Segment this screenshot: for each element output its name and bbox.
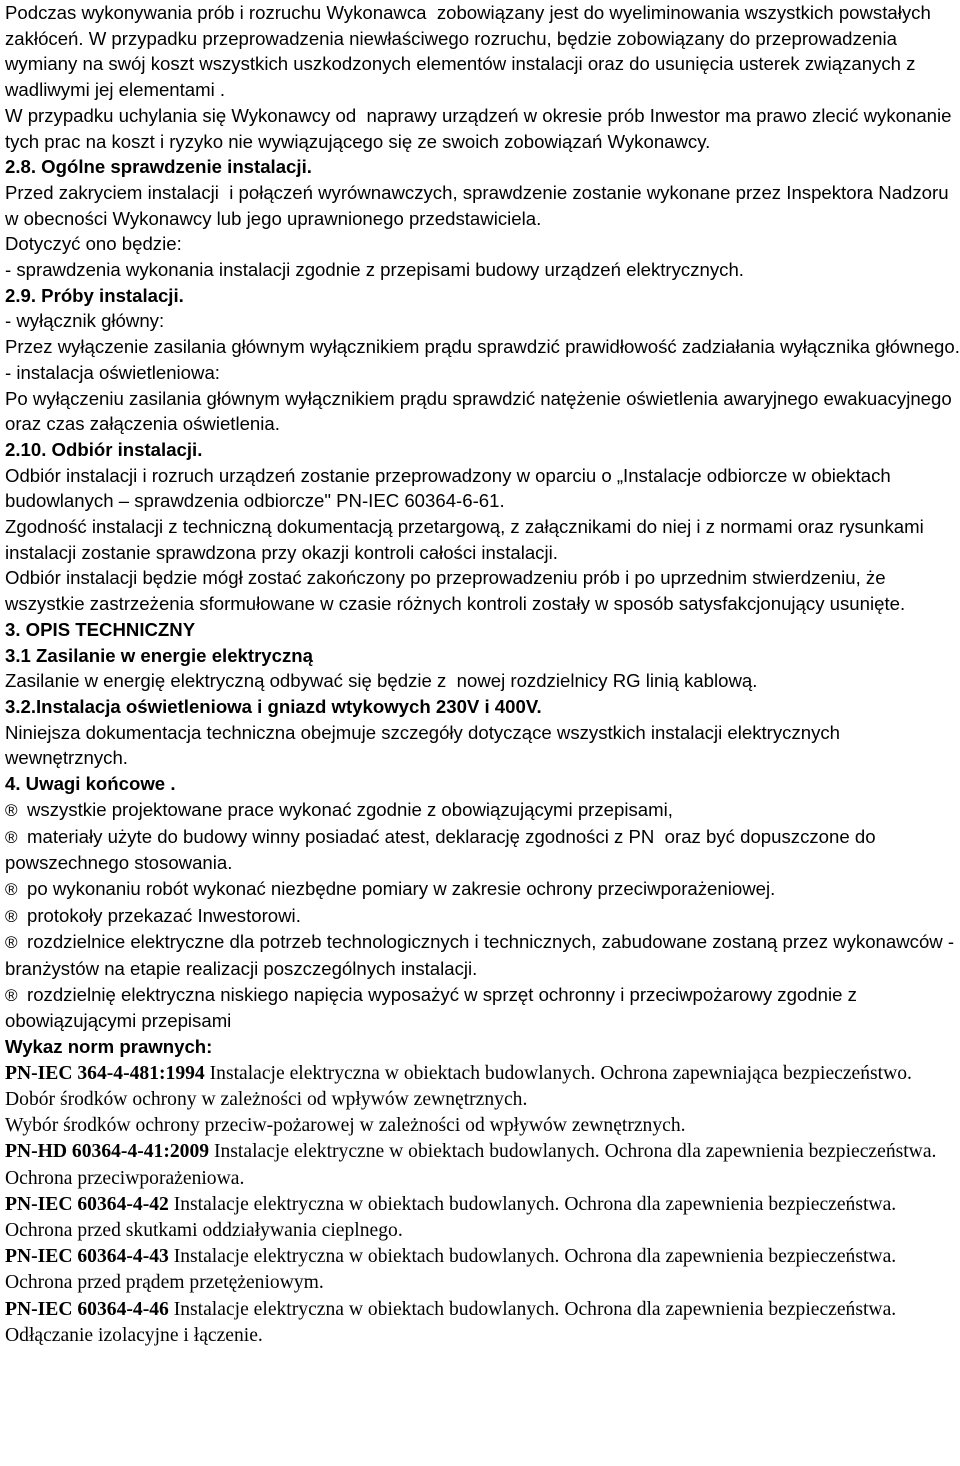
paragraph-text: 3.1 Zasilanie w energie elektryczną (5, 644, 313, 666)
paragraph (5, 308, 960, 334)
standard-code: PN-HD 60364-4-41:2009 (5, 1141, 210, 1163)
bullet-item (5, 876, 960, 903)
paragraph (5, 103, 960, 154)
registered-bullet-icon: ® (5, 879, 18, 899)
paragraph (5, 720, 960, 771)
section-heading (5, 437, 960, 463)
paragraph-text: Przed zakryciem instalacji i połączeń wyrównawczych, sprawdzenie zostanie wykonane przez Inspektora Nadzoru w obecności Wykonawcy lub jego uprawnionego przedstawiciela. (5, 181, 954, 229)
paragraph-text: Zgodność instalacji z techniczną dokumentacją przetargową, z załącznikami do niej i z normami oraz rysunkami instalacji zostanie sprawdzona przy okazji kontroli całości instalacji. (5, 516, 929, 563)
paragraph (5, 231, 960, 257)
paragraph-text: po wykonaniu robót wykonać niezbędne pomiary w zakresie ochrony przeciwporażeniowej. (27, 877, 776, 899)
paragraph (5, 334, 960, 360)
registered-bullet-icon: ® (5, 985, 18, 1005)
paragraph (5, 180, 960, 231)
section-heading (5, 643, 960, 669)
bullet-item (5, 929, 960, 981)
registered-bullet-icon: ® (5, 827, 18, 847)
paragraph (5, 0, 960, 103)
paragraph (5, 257, 960, 283)
paragraph-text: - wyłącznik główny: (5, 310, 165, 332)
standard-description: Instalacje elektryczna w obiektach budowlanych. Ochrona zapewniająca bezpieczeństwo. Dobór środków ochrony w zależności od wpływów zewnętrznych. (5, 1062, 917, 1111)
registered-bullet-icon: ® (5, 933, 18, 953)
specification-text (5, 0, 960, 1060)
standard-entry (5, 1113, 960, 1139)
standard-description: Instalacje elektryczna w obiektach budowlanych. Ochrona dla zapewnienia bezpieczeństwa. Odłączanie izolacyjne i łączenie. (5, 1298, 902, 1346)
paragraph-text: Przez wyłączenie zasilania głównym wyłącznikiem prądu sprawdzić prawidłowość zadziałania wyłącznika głównego. (5, 336, 960, 358)
standard-description: Instalacje elektryczna w obiektach budowlanych. Ochrona dla zapewnienia bezpieczeństwa. Ochrona przed skutkami oddziaływania cieplnego. (5, 1193, 902, 1242)
standard-entry (5, 1244, 960, 1296)
paragraph-text: rozdzielnię elektryczna niskiego napięcia wyposażyć w sprzęt ochronny i przeciwpożarowy zgodnie z obowiązującymi przepisami (5, 983, 863, 1032)
bullet-item (5, 797, 960, 824)
bullet-item (5, 824, 960, 876)
paragraph (5, 514, 960, 565)
paragraph (5, 360, 960, 386)
paragraph-text: Zasilanie w energię elektryczną odbywać się będzie z nowej rozdzielnicy RG linią kablową. (5, 670, 758, 692)
paragraph-text: 3. OPIS TECHNICZNY (5, 618, 196, 640)
standard-description: Instalacje elektryczne w obiektach budowlanych. Ochrona dla zapewnienia bezpieczeństwa. Ochrona przeciwporażeniowa. (5, 1141, 942, 1189)
standard-entry (5, 1139, 960, 1191)
paragraph (5, 386, 960, 437)
paragraph-text: 2.9. Próby instalacji. (5, 284, 184, 306)
paragraph (5, 668, 960, 694)
paragraph (5, 565, 960, 616)
standard-code: PN-IEC 60364-4-42 (5, 1193, 169, 1215)
section-heading (5, 154, 960, 180)
standard-entry (5, 1192, 960, 1244)
paragraph-text: rozdzielnice elektryczne dla potrzeb technologicznych i technicznych, zabudowane zostaną przez wykonawców - branżystów na etapie realizacji poszczególnych instalacji. (5, 931, 960, 980)
section-heading (5, 1034, 960, 1060)
paragraph-text: 2.10. Odbiór instalacji. (5, 438, 203, 460)
paragraph-text: wszystkie projektowane prace wykonać zgodnie z obowiązującymi przepisami, (27, 798, 673, 820)
paragraph-text: Odbiór instalacji i rozruch urządzeń zostanie przeprowadzony w oparciu o „Instalacje odbiorcze w obiektach budowlanych – sprawdzenia odbiorcze" PN-IEC 60364-6-61. (5, 464, 896, 512)
paragraph-text: W przypadku uchylania się Wykonawcy od naprawy urządzeń w okresie prób Inwestor ma prawo zlecić wykonanie tych prac na koszt i ryzyko nie wywiązującego się ze swoich zobowiązań Wykonawcy. (5, 104, 957, 152)
standard-code: PN-IEC 60364-4-43 (5, 1246, 169, 1268)
standard-code: PN-IEC 60364-4-46 (5, 1298, 169, 1320)
paragraph-text: Podczas wykonywania prób i rozruchu Wykonawca zobowiązany jest do wyeliminowania wszystkich powstałych zakłóceń. W przypadku przeprowadzenia niewłaściwego rozruchu, będzie zobowiązany do przeprowadzenia wymiany na swój koszt wszystkich uszkodzonych elementów instalacji oraz do usunięcia usterek związanych z wadliwymi jej elementami . (5, 2, 936, 101)
standard-entry (5, 1061, 960, 1113)
standards-list (5, 1061, 960, 1349)
paragraph-text: 2.8. Ogólne sprawdzenie instalacji. (5, 156, 312, 178)
paragraph-text: Dotyczyć ono będzie: (5, 233, 182, 255)
section-heading (5, 617, 960, 643)
paragraph-text: 3.2.Instalacja oświetleniowa i gniazd wtykowych 230V i 400V. (5, 695, 542, 717)
standard-description: Instalacje elektryczna w obiektach budowlanych. Ochrona dla zapewnienia bezpieczeństwa. Ochrona przed prądem przetężeniowym. (5, 1246, 902, 1294)
standard-code: PN-IEC 364-4-481:1994 (5, 1062, 205, 1084)
bullet-item (5, 903, 960, 930)
paragraph-text: Po wyłączeniu zasilania głównym wyłącznikiem prądu sprawdzić natężenie oświetlenia awaryjnego ewakuacyjnego oraz czas załączenia oświetlenia. (5, 387, 957, 435)
paragraph-text: Niniejsza dokumentacja techniczna obejmuje szczegóły dotyczące wszystkich instalacji elektrycznych wewnętrznych. (5, 721, 846, 769)
section-heading (5, 694, 960, 720)
section-heading (5, 283, 960, 309)
paragraph-text: protokoły przekazać Inwestorowi. (27, 904, 301, 926)
paragraph-text: 4. Uwagi końcowe . (5, 773, 176, 795)
paragraph-text: - instalacja oświetleniowa: (5, 361, 220, 383)
registered-bullet-icon: ® (5, 906, 18, 926)
standard-entry (5, 1297, 960, 1349)
paragraph-text: - sprawdzenia wykonania instalacji zgodnie z przepisami budowy urządzeń elektrycznych. (5, 259, 744, 281)
standard-description: Wybór środków ochrony przeciw-pożarowej w zależności od wpływów zewnętrznych. (5, 1115, 686, 1137)
registered-bullet-icon: ® (5, 800, 18, 820)
paragraph-text: Wykaz norm prawnych: (5, 1036, 213, 1058)
paragraph-text: materiały użyte do budowy winny posiadać atest, deklarację zgodności z PN oraz być dopuszczone do powszechnego stosowania. (5, 825, 881, 874)
section-heading (5, 771, 960, 797)
bullet-item (5, 982, 960, 1034)
paragraph-text: Odbiór instalacji będzie mógł zostać zakończony po przeprowadzeniu prób i po uprzednim stwierdzeniu, że wszystkie zastrzeżenia sformułowane w czasie różnych kontroli zostały w sposób satysfakcjonujący usunięte. (5, 567, 906, 615)
paragraph (5, 463, 960, 514)
